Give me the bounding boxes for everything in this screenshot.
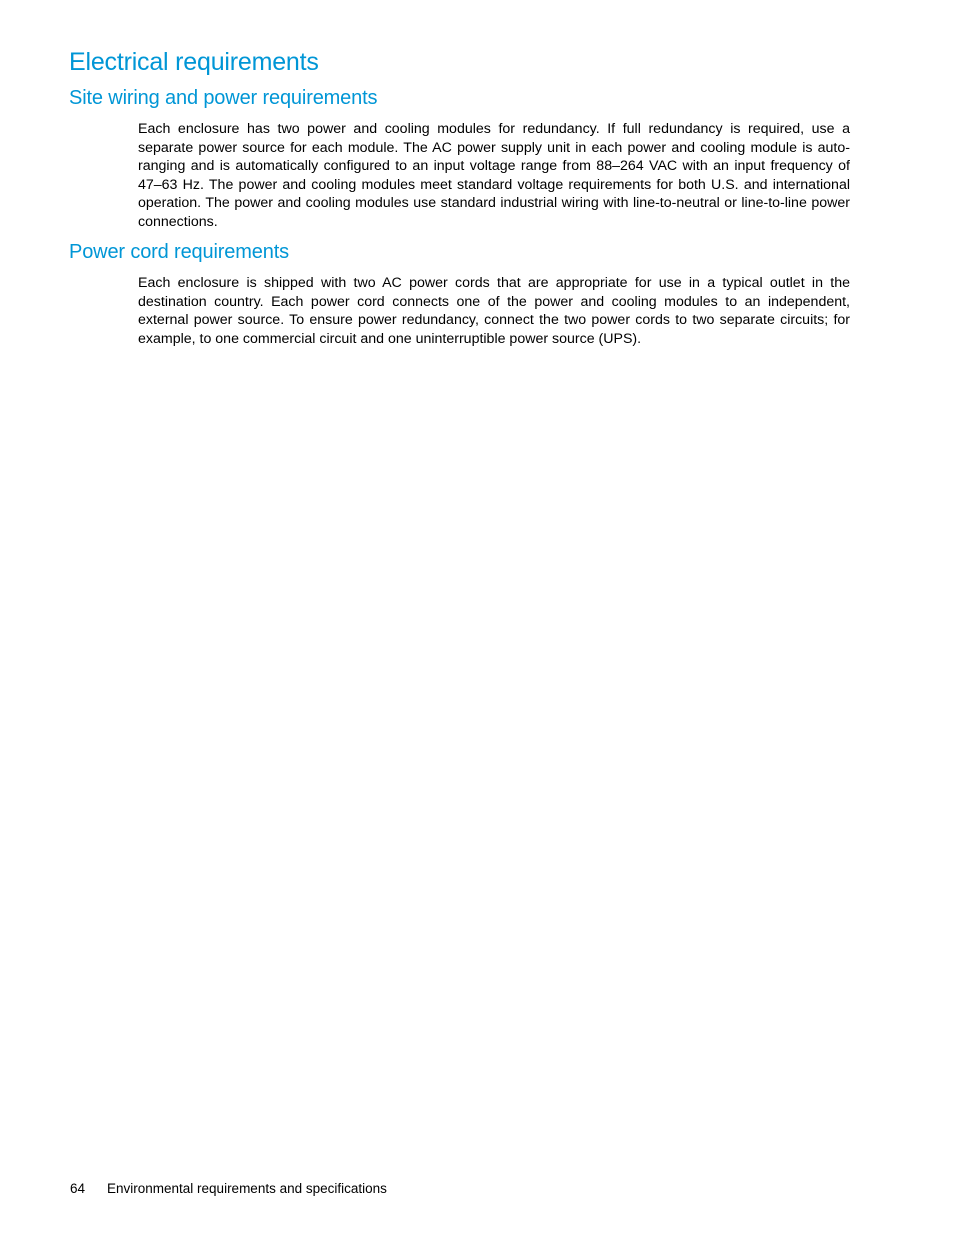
section-title-power-cord: Power cord requirements [69,241,289,263]
section-title-site-wiring: Site wiring and power requirements [69,87,378,109]
footer-section-title: Environmental requirements and specifications [107,1181,387,1196]
page-number: 64 [70,1181,86,1196]
section-body-site-wiring: Each enclosure has two power and cooling modules for redundancy. If full redundancy is required, use a separate power source for each module. The AC power supply unit in each power and cooling module is auto-ranging and is automatically configured to an input voltage range from 88–264 VAC with an input frequency of 47–63 Hz. The power and cooling modules meet standard voltage requirements for both U.S. and international operation. The power and cooling modules use standard industrial wiring with line-to-neutral or line-to-line power connections. [138,121,850,230]
page-footer [70,1180,387,1198]
page-heading: Electrical requirements [69,48,319,76]
section-body-power-cord: Each enclosure is shipped with two AC power cords that are appropriate for use in a typical outlet in the destination country. Each power cord connects one of the power and cooling modules to an independent, external power source. To ensure power redundancy, connect the two power cords to two separate circuits; for example, to one commercial circuit and one uninterruptible power source (UPS). [138,275,850,347]
